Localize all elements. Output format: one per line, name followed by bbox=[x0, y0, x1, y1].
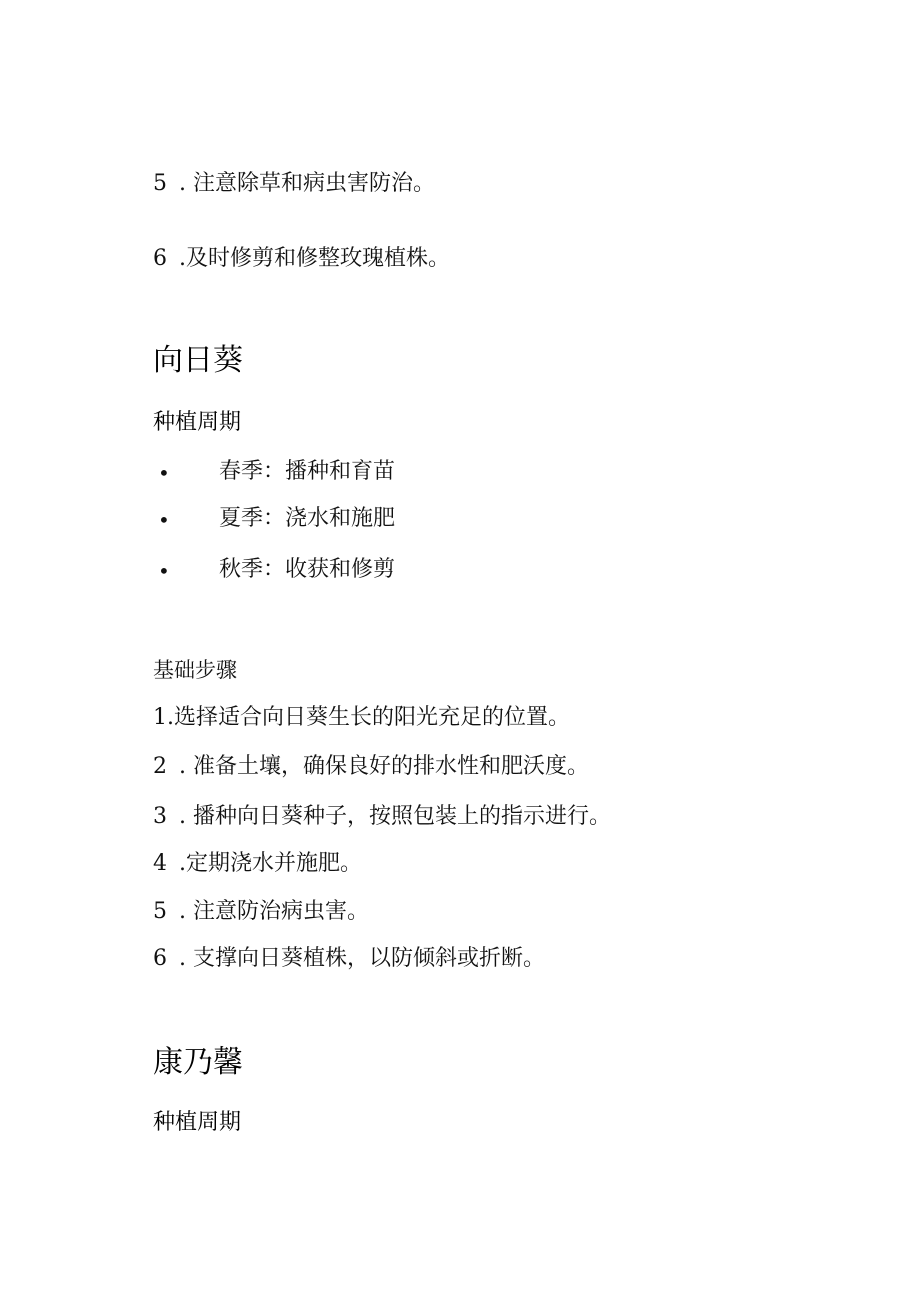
sunflower-step-2-number: 2 bbox=[153, 754, 167, 779]
sunflower-cycle-item-summer bbox=[0, 508, 920, 534]
rose-step-5 bbox=[153, 173, 435, 195]
carnation-title: 康乃馨 bbox=[153, 1045, 243, 1080]
rose-step-6-number: 6 bbox=[153, 246, 167, 271]
sunflower-step-6-text: . 支撑向日葵植株，以防倾斜或折断。 bbox=[179, 946, 545, 971]
rose-step-5-number: 5 bbox=[153, 171, 167, 196]
sunflower-step-6 bbox=[153, 948, 545, 970]
sunflower-cycle-item-text: 秋季：收获和修剪 bbox=[219, 557, 396, 582]
bullet-dot-icon: • bbox=[158, 461, 170, 485]
sunflower-step-1-text: 选择适合向日葵生长的阳光充足的位置。 bbox=[174, 705, 571, 730]
sunflower-title: 向日葵 bbox=[153, 343, 243, 378]
sunflower-step-4-text: .定期浇水并施肥。 bbox=[179, 851, 362, 876]
sunflower-step-2 bbox=[153, 756, 589, 778]
bullet-dot-icon: • bbox=[158, 508, 170, 532]
sunflower-step-3-number: 3 bbox=[153, 804, 167, 829]
bullet-dot-icon: • bbox=[158, 559, 170, 583]
sunflower-cycle-item-autumn bbox=[0, 559, 920, 585]
sunflower-step-3-text: . 播种向日葵种子，按照包装上的指示进行。 bbox=[179, 804, 611, 829]
sunflower-step-1-number: 1. bbox=[153, 705, 174, 730]
carnation-cycle-heading: 种植周期 bbox=[153, 1110, 242, 1135]
rose-step-6 bbox=[153, 248, 450, 270]
sunflower-step-2-text: . 准备土壤，确保良好的排水性和肥沃度。 bbox=[179, 754, 589, 779]
sunflower-cycle-item-text: 夏季：浇水和施肥 bbox=[219, 506, 396, 531]
sunflower-cycle-item-spring bbox=[0, 461, 920, 487]
sunflower-step-3 bbox=[153, 806, 611, 828]
sunflower-step-1 bbox=[153, 707, 570, 729]
sunflower-step-6-number: 6 bbox=[153, 946, 167, 971]
rose-step-6-text: .及时修剪和修整玫瑰植株。 bbox=[179, 246, 450, 271]
sunflower-step-5-number: 5 bbox=[153, 899, 167, 924]
sunflower-steps-heading: 基础步骤 bbox=[153, 658, 237, 682]
sunflower-step-4 bbox=[153, 853, 362, 875]
sunflower-step-5 bbox=[153, 901, 369, 923]
sunflower-cycle-item-text: 春季：播种和育苗 bbox=[219, 459, 396, 484]
sunflower-step-5-text: . 注意防治病虫害。 bbox=[179, 899, 369, 924]
sunflower-step-4-number: 4 bbox=[153, 851, 167, 876]
sunflower-cycle-heading: 种植周期 bbox=[153, 410, 242, 435]
rose-step-5-text: . 注意除草和病虫害防治。 bbox=[179, 171, 435, 196]
